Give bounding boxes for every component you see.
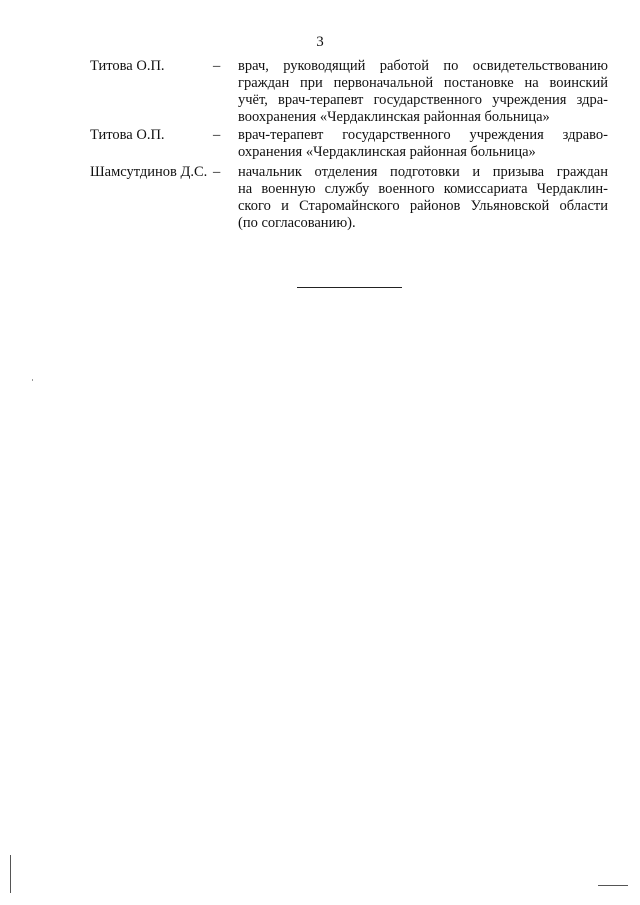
- member-role-line: (по согласованию).: [238, 215, 356, 231]
- member-role-line: граждан при первоначальной постановке на воинский: [238, 75, 608, 91]
- member-name: Шамсутдинов Д.С.: [90, 164, 208, 180]
- member-role: [238, 164, 608, 232]
- member-name: Титова О.П.: [90, 58, 165, 74]
- member-role-line: охранения «Чердаклинская районная больница»: [238, 144, 536, 160]
- member-role-line: воохранения «Чердаклинская районная больница»: [238, 109, 550, 125]
- member-dash: –: [213, 164, 221, 180]
- member-role-line: врач, руководящий работой по освидетельствованию: [238, 58, 608, 74]
- member-dash: –: [213, 58, 221, 74]
- member-role: [238, 127, 608, 161]
- member-name: Титова О.П.: [90, 127, 165, 143]
- scan-margin-mark: [598, 885, 628, 886]
- member-role-line: учёт, врач-терапевт государственного учреждения здра-: [238, 92, 608, 108]
- scan-speck: [32, 379, 33, 381]
- member-role-line: начальник отделения подготовки и призыва граждан: [238, 164, 608, 180]
- member-role-line: ского и Старомайнского районов Ульяновской области: [238, 198, 608, 214]
- page-number: 3: [316, 34, 324, 50]
- member-role-line: врач-терапевт государственного учреждения здраво-: [238, 127, 608, 143]
- closing-rule: [297, 287, 402, 288]
- scan-margin-mark: [10, 855, 11, 893]
- member-role-line: на военную службу военного комиссариата Чердаклин-: [238, 181, 608, 197]
- member-dash: –: [213, 127, 221, 143]
- member-role: [238, 58, 608, 126]
